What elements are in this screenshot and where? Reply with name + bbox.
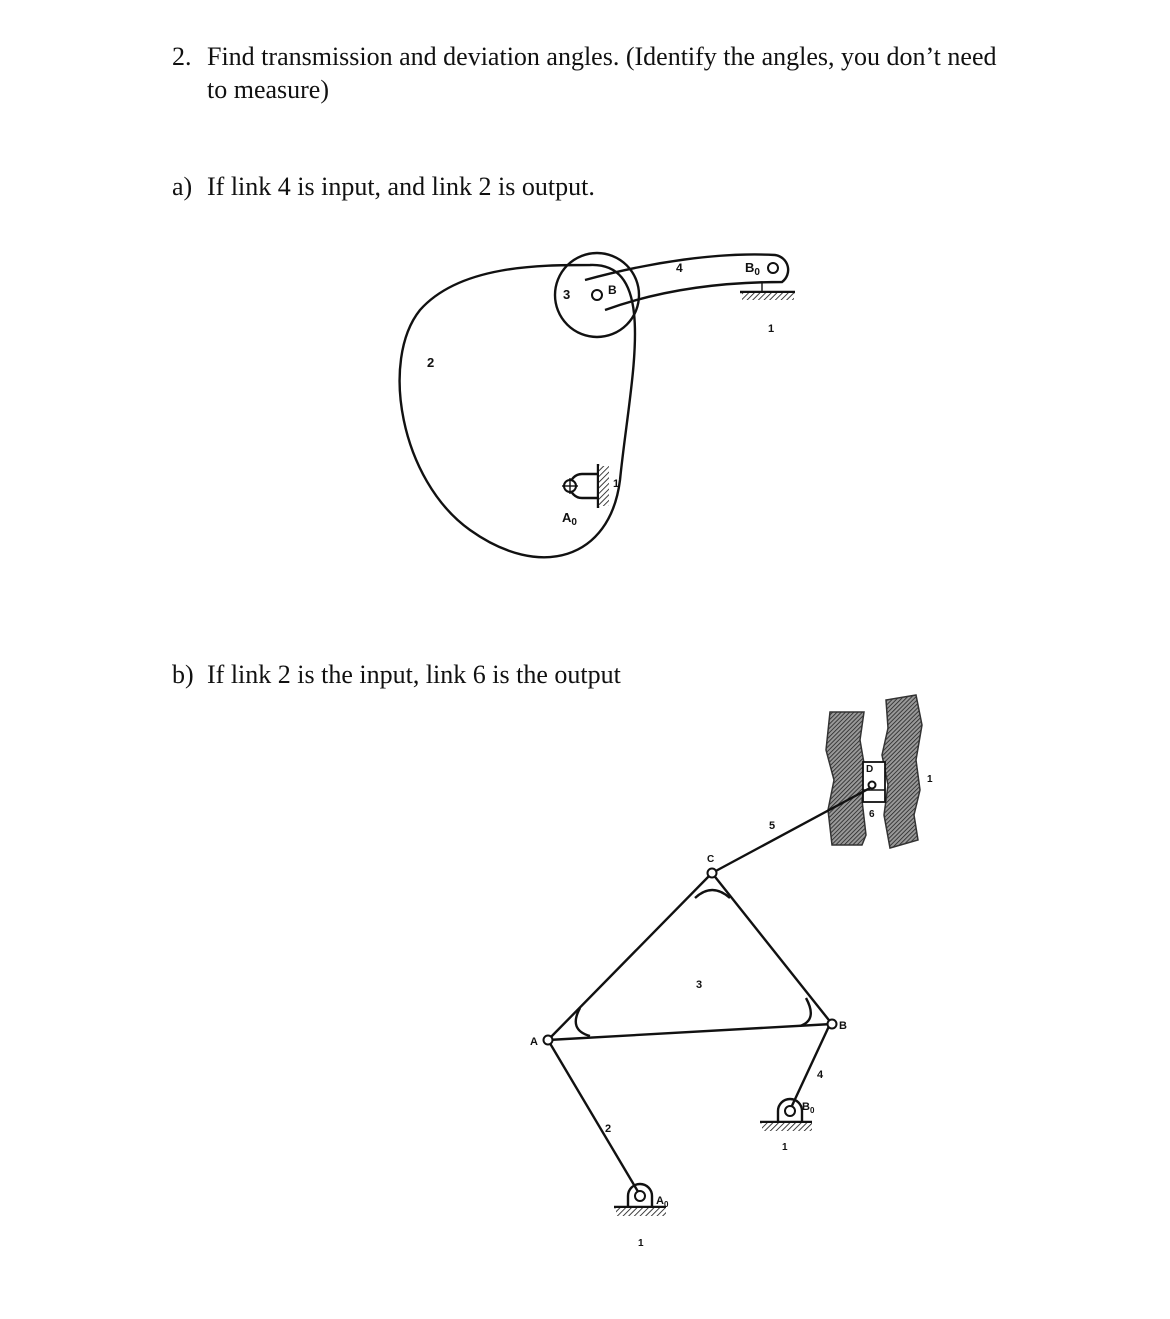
label-link-5: 5 (769, 820, 776, 832)
pin-a0 (635, 1191, 645, 1201)
link-3-fillet-c (695, 890, 730, 898)
label-ground-a0: 1 (613, 478, 620, 490)
cam-link-2 (400, 265, 635, 557)
pin-c (708, 869, 717, 878)
label-point-a0-sub: 0 (663, 1200, 669, 1209)
figure-b (530, 695, 933, 1249)
link-2 (548, 1040, 640, 1195)
label-point-b0-sub: 0 (754, 267, 760, 278)
label-ground-a0: 1 (638, 1238, 644, 1249)
part-b-text: If link 2 is the input, link 6 is the output (207, 660, 621, 689)
label-point-a: A (530, 1036, 538, 1048)
pin-b0 (785, 1106, 795, 1116)
link-3-fillet-a (576, 1008, 590, 1036)
label-point-a0-main: A (656, 1195, 664, 1207)
wall-right (882, 695, 922, 848)
link-3-cb (712, 873, 832, 1024)
label-point-c: C (707, 854, 715, 865)
label-point-b: B (839, 1020, 847, 1032)
label-point-b0 (802, 1101, 815, 1115)
pin-b (828, 1020, 837, 1029)
wall-left (826, 712, 866, 845)
label-link-3: 3 (563, 287, 571, 302)
label-point-b0-main: B (802, 1101, 810, 1113)
link-3-fillet-b (800, 998, 811, 1026)
ground-b0-hatch (762, 1123, 812, 1131)
label-point-a0 (562, 510, 577, 528)
part-a-text: If link 4 is input, and link 2 is output. (207, 172, 595, 201)
label-point-b0-sub: 0 (809, 1106, 815, 1115)
label-link-4: 4 (817, 1069, 824, 1081)
label-point-b0 (745, 260, 760, 278)
label-link-2: 2 (427, 355, 435, 370)
link-3-ab (548, 1024, 832, 1040)
label-link-3: 3 (696, 979, 703, 991)
label-point-b: B (608, 283, 617, 297)
ground-b0-hatch (742, 293, 794, 300)
question-text-line2: to measure) (207, 75, 330, 104)
pin-d (869, 782, 876, 789)
pin-b (592, 290, 602, 300)
label-point-a0 (656, 1195, 669, 1209)
link-4 (790, 1024, 830, 1110)
figure-a (400, 253, 795, 557)
pin-a (544, 1036, 553, 1045)
ground-a0-hatch (616, 1208, 666, 1216)
label-point-b0-main: B (745, 260, 755, 275)
label-point-a0-main: A (562, 510, 572, 525)
label-link-2: 2 (605, 1123, 612, 1135)
label-point-a0-sub: 0 (571, 517, 577, 528)
part-a-letter: a) (172, 172, 193, 201)
ground-a0-hatch (599, 466, 609, 506)
question-text-line1: Find transmission and deviation angles. (Identify the angles, you don’t need (207, 42, 997, 71)
question-number: 2. (172, 42, 192, 71)
label-ground-b0: 1 (768, 323, 775, 335)
label-ground-wall: 1 (927, 774, 933, 785)
link-3-ac (548, 873, 712, 1040)
label-ground-b0: 1 (782, 1142, 788, 1153)
pin-b0 (768, 263, 778, 273)
part-b-letter: b) (172, 660, 194, 689)
label-link-4: 4 (676, 261, 683, 275)
label-link-6: 6 (869, 809, 875, 820)
label-point-d: D (866, 764, 874, 775)
